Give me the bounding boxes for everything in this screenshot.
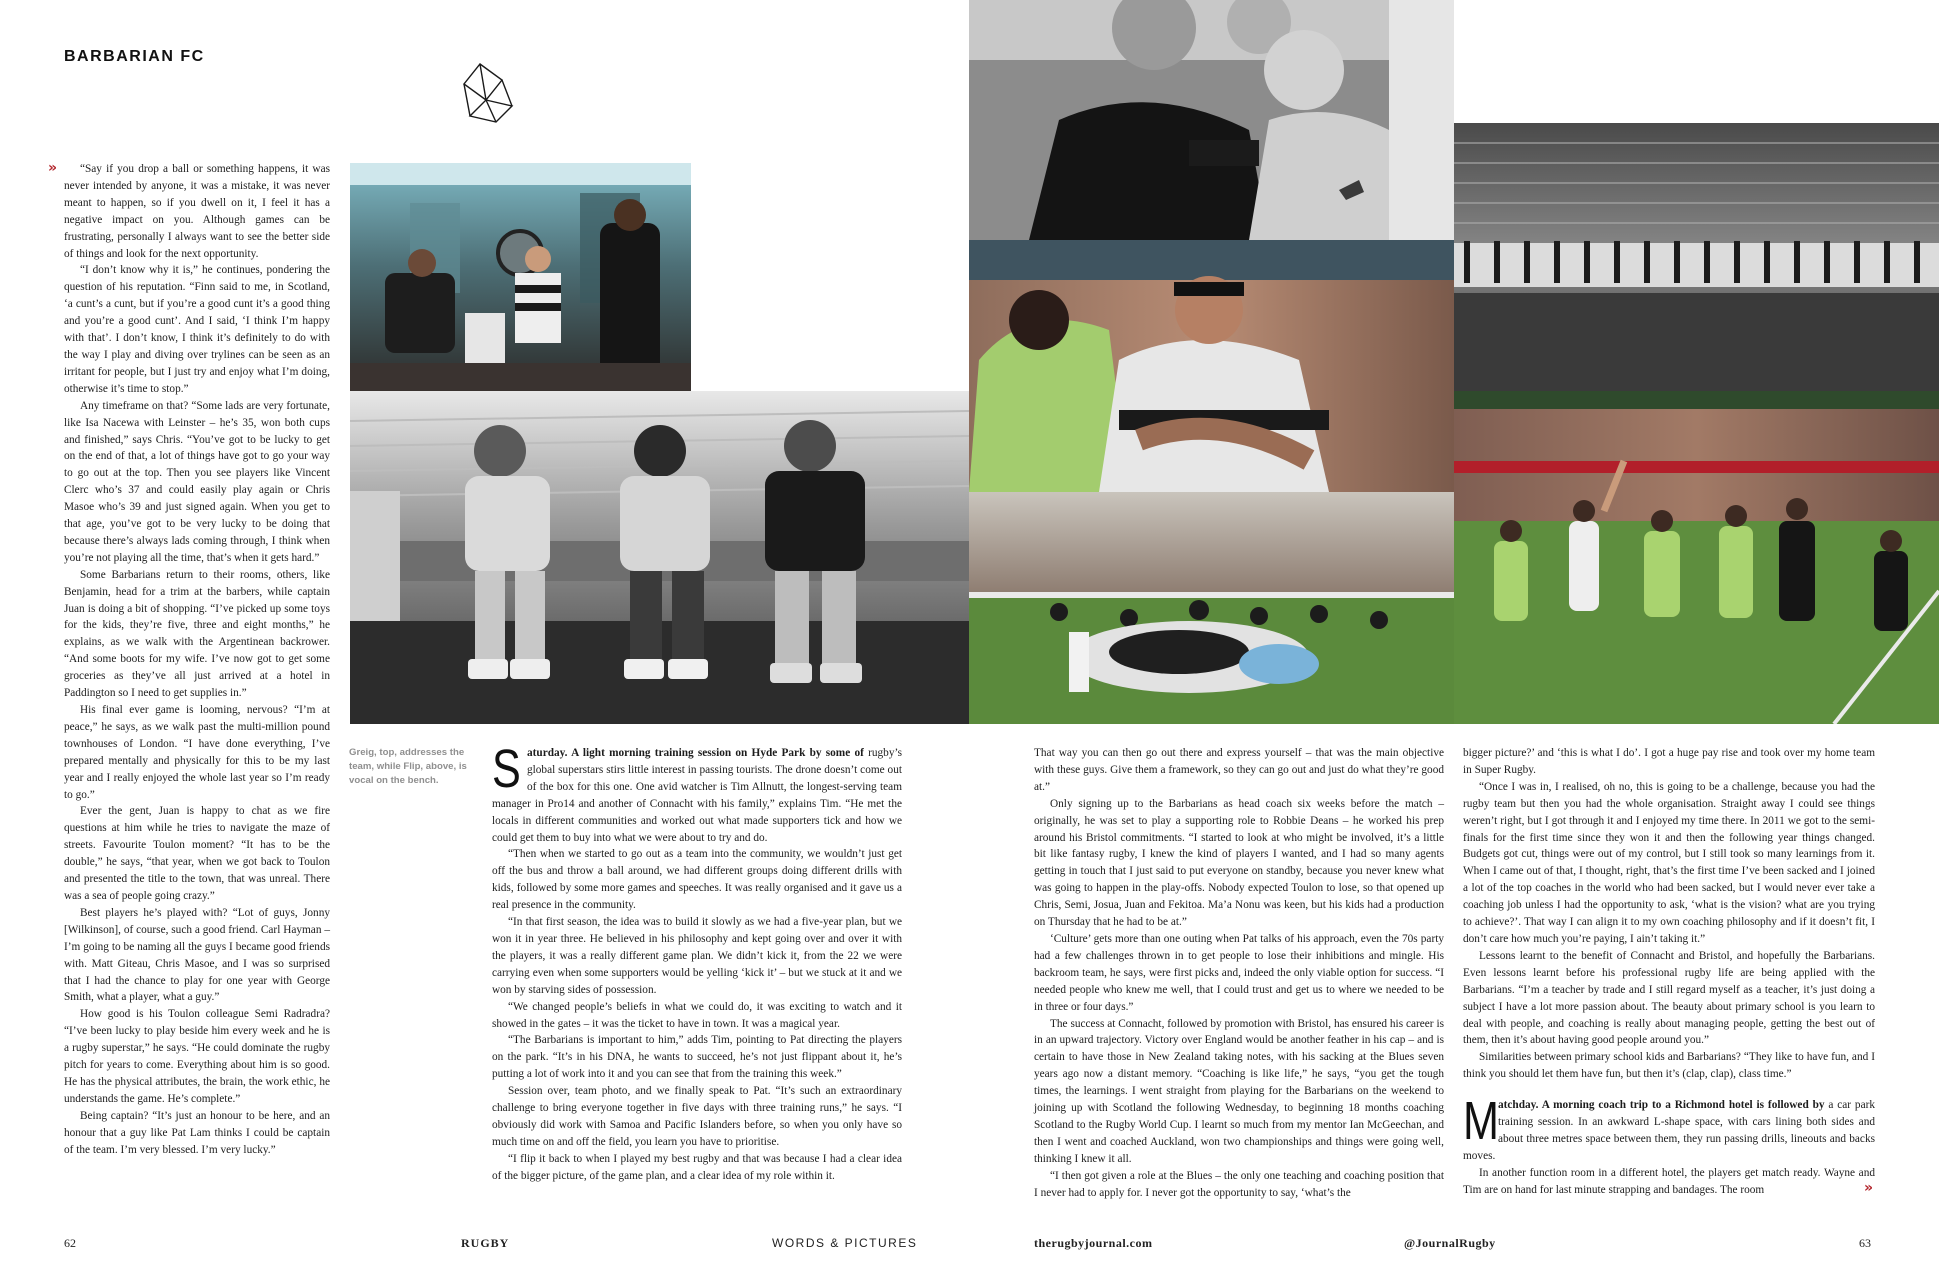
paragraph: Ever the gent, Juan is happy to chat as we fire questions at him while he tries to navigate the maze of streets. Favourite Toulon moment? “It has to be the double,” he says, “that year, when we got back to Toulon and presented the title to the town, that was unreal. There was a sea of people going crazy.”	[64, 805, 330, 902]
paragraph: The success at Connacht, followed by promotion with Bristol, has ensured his career is in an upward trajectory. Victory over England would be another feather in his cap – and is certain to have those in New Zealand taking notes, with his sacking at the Blues seven years ago now a distant memory. “Coaching is like life,” he says, “you get the tough times, the learnings. I went straight from playing for the Barbarians on the weekend to joining up with Scotland the following Wednesday, to beginning 18 months coaching Scotland to the Rugby World Cup. I learnt so much from my mentor Ian McGeechan, and then I went and coached Auckland, won two championships and things were going well, thinking I knew it all.	[1034, 1017, 1444, 1165]
article-column-2	[492, 739, 902, 1185]
paragraph: Session over, team photo, and we finally speak to Pat. “It’s such an extraordinary challenge to bring everyone together in five days with three training runs,” he says. “I obviously did work with Samoa and Pacific Islanders before, so when you only have so much time on and off the field, you learn you have to prioritise.	[492, 1085, 902, 1148]
lead-text: a car park training session. In an awkward L-shape space, with cars lining both sides and about three metres space between them, they run passing drills, lineouts and backs moves.	[1463, 1099, 1876, 1162]
lead-bold-text: atchday. A morning coach trip to a Richmond hotel is followed by	[1498, 1099, 1825, 1112]
paragraph: “I flip it back to when I played my best rugby and that was because I had a clear idea of the bigger picture, of the game plan, and a clear idea of my role within it.	[492, 1152, 902, 1182]
photo-caption: Greig, top, addresses the team, while Flip, above, is vocal on the bench.	[349, 747, 467, 786]
paragraph: Some Barbarians return to their rooms, others, like Benjamin, head for a trim at the barbers, while captain Juan is doing a bit of shopping. “I’ve picked up some toys for the kids, they’re five, three and eight months,” he explains, as we walk with the Argentinean backrower. “And some boots for my wife. I’ve now got to get some groceries as they’ve all just arrived at a hotel in Paddington so I need to get supplies in.”	[64, 568, 330, 700]
paragraph: “I then got given a role at the Blues – the only one teaching and coaching position that I never had to apply for. I never got the opportunity to say, ‘what’s the	[1034, 1169, 1444, 1199]
paragraph: Similarities between primary school kids and Barbarians? “They like to have fun, and I think you should let them have fun, but then it’s (clap, clap), class time.”	[1463, 1051, 1875, 1081]
credit-line: WORDS & PICTURES	[772, 1236, 918, 1250]
paragraph: That way you can then go out there and express yourself – that was the main objective with these guys. Give them a framework, so they can go out and just do what they’re good at.”	[1034, 747, 1444, 793]
photo-celebration	[1454, 391, 1939, 724]
paragraph: In another function room in a different hotel, the players get match ready. Wayne and Tim are on hand for last minute strapping and bandages. The room	[1463, 1166, 1875, 1196]
photo-strapping	[969, 0, 1454, 240]
continued-marker: »	[1864, 1180, 1874, 1196]
photo-locker-room	[350, 163, 691, 391]
paragraph: “The Barbarians is important to him,” adds Tim, pointing to Pat directing the players on the park. “It’s in his DNA, he wants to succeed, he’s not just flippant about it, he’s putting a lot of work into it and you can see that from the training this week.”	[492, 1034, 902, 1081]
paragraph: “I don’t know why it is,” he continues, pondering the question of his reputation. “Finn said to me, in Scotland, ‘a cunt’s a cunt, but if you’re a good cunt it’s a good thing and you’re a good cunt’. And I said, ‘I think I’m happy with that’. I don’t know, I think it’s definitely to do with the way I play and diving over trylines can be seen as an irritant for people, but I just try and enjoy what I’m doing, otherwise it’s time to stop.”	[64, 264, 330, 395]
article-column-4	[1463, 745, 1875, 1199]
magazine-logo-icon	[456, 62, 514, 124]
lead-paragraph	[492, 739, 902, 846]
photo-embrace	[969, 240, 1454, 492]
paragraph: “Say if you drop a ball or something happens, it was never intended by anyone, it was a mistake, it was never meant to happen, so if you dwell on it, I feel it has a negative impact on you. Although games can be frustrating, personally I always want to see the better side of things and look for the next opportunity.	[64, 163, 330, 260]
paragraph: Any timeframe on that? “Some lads are very fortunate, like Isa Nacewa with Leinster – he’s 35, won both cups and finished,” says Chris. “You’ve got to be lucky to get on the end of that, a lot of things have got to go your way to go out at the top. Then you see players like Vincent Clerc who’s 37 and could easily play again or Chris Masoe who’s 39 and just signed again. When you get to that age, you’ve got to be very lucky to be doing that because there’s always lads coming through, I think when you’re not playing all the time, that’s when it gets hard.”	[64, 399, 330, 564]
page-number-left: 62	[64, 1236, 76, 1250]
article-column-1	[64, 161, 330, 1158]
paragraph: How good is his Toulon colleague Semi Radradra? “I’ve been lucky to play beside him every week and he is a rugby superstar,” he says. “He could dominate the rugby pitch for years to come. Everything about him is so good. He has the physical attributes, the brain, the work ethic, he understands the game. He’s complete.”	[64, 1008, 330, 1105]
website-link[interactable]: therugbyjournal.com	[1034, 1236, 1153, 1250]
paragraph: ‘Culture’ gets more than one outing when Pat talks of his approach, even the 70s party had a few challenges thrown in to get people to lose their inhibitions and mingle. His backroom team, he says, were first picks and, indeed the only viable option for success. “I needed people who knew me well, that I could trust and get us to where we needed to be in three or four days.”	[1034, 932, 1444, 1013]
drop-cap: S	[492, 739, 521, 799]
section-label: BARBARIAN FC	[64, 48, 205, 65]
lead-text: rugby’s global superstars stirs little interest in passing tourists. The drone doesn’t come out of the box for this one. One avid watcher is Tim Allnutt, the longest-serving team manager in Pro14 and another of Connacht with his family,” explains Tim. “He met the locals in different communities and worked out what made supporters tick and how we could get them to buy into what we were about to try and do.	[492, 747, 902, 844]
paragraph: Lessons learnt to the benefit of Connacht and Bristol, and hopefully the Barbarians. Even lessons learnt before his professional rugby life are being applied with the Barbarians. “I’m a teacher by trade and I still regard myself as a teacher, it’s just doing a subject I have a lot more passion about. The beauty about primary school is you learn to deal with people, and coaching is really about managing people, getting the best out of them, then it’s about having good people around you.”	[1463, 949, 1875, 1047]
photo-ruck	[969, 492, 1454, 724]
photo-lineup	[1454, 123, 1939, 391]
continued-marker: »	[48, 160, 58, 176]
article-column-3	[1034, 745, 1444, 1201]
paragraph: “Once I was in, I realised, oh no, this is going to be a challenge, because you had the rugby team but then you had the whole organisation. Straight away I could see things weren’t right, but I got through it and I enjoyed my time there. In 2011 we got to the semi-finals for the first time since they won it and then the following year things changed. Budgets got cut, things were out of my control, but I still took so many learnings from it. When I came out of that, I thought, right, that’s the first time I’ve been sacked and I joined a lot of the top coaches in the world who had been sacked, but I would never ever take a coaching job unless I had the opportunity to ask, ‘what is the vision? what are you trying to achieve?’. That way I can align it to my own coaching philosophy and if it doesn’t fit, I don’t care how much you’re paying, I ain’t taking it.”	[1463, 780, 1875, 945]
lead-bold-text: aturday. A light morning training session on Hyde Park by some of	[527, 747, 864, 759]
photo-bench	[350, 391, 969, 724]
paragraph: Best players he’s played with? “Lot of guys, Jonny [Wilkinson], of course, such a good friend. Carl Hayman – I’m going to be naming all the guys I became good friends with. Matt Giteau, Chris Masoe, and I was so surprised that I had the chance to play for one year with George Smith, what a player, what a guy.”	[64, 906, 330, 1004]
paragraph: “Then when we started to go out as a team into the community, we wouldn’t just get off the bus and throw a ball around, we had different groups doing different drills with kids, followed by some more games and speeches. It was really organised and it gave us a real presence in the community.	[492, 848, 902, 912]
paragraph: “In that first season, the idea was to build it slowly as we had a five-year plan, but we won it in year three. He believed in his philosophy and kept going over and over it with the players, it was a really different game plan. We didn’t kick it, from the 22 we were carrying even when some supporters would be yelling ‘kick it’ – but we stuck at it and we won by starving sides of possession.	[492, 916, 902, 996]
paragraph: “We changed people’s beliefs in what we could do, it was exciting to watch and it showed in the gates – it was the ticket to have in town. It was a magical year.	[492, 1000, 902, 1030]
drop-cap: M	[1463, 1091, 1499, 1152]
paragraph: bigger picture?’ and ‘this is what I do’. I got a huge pay rise and took over my home team in Super Rugby.	[1463, 747, 1875, 776]
lead-paragraph	[1463, 1091, 1876, 1165]
social-handle[interactable]: @JournalRugby	[1404, 1236, 1496, 1250]
magazine-name: RUGBY	[461, 1236, 510, 1250]
paragraph: His final ever game is looming, nervous? “I’m at peace,” he says, as we walk past the multi-million pound townhouses of London. “I have done everything, I’ve prepared mentally and physically for this to be my last year and I really enjoyed the whole last year so I’m ready to go.”	[64, 704, 330, 801]
page-number-right: 63	[1859, 1236, 1871, 1250]
paragraph: Being captain? “It’s just an honour to be here, and an honour that a guy like Pat Lam thinks I could be captain of the team. I’m very blessed. I’m very lucky.”	[64, 1109, 330, 1156]
paragraph: Only signing up to the Barbarians as head coach six weeks before the match – originally, he was set to play a supporting role to Robbie Deans – he worked his prep around his Bristol commitments. “I started to look at who might be involved, it’s a little bit like fantasy rugby, I knew the kind of players I wanted, and I had so many agents getting in touch that I just said to put everyone on standby, because you never knew what was going to happen in the play-offs. Nobody expected Toulon to lose, so that opened up Chris, Semi, Josua, Juan and Fekitoa. Ma’a Nonu was keen, but his kids had a production on Thursday that he had to be at.”	[1034, 797, 1444, 929]
